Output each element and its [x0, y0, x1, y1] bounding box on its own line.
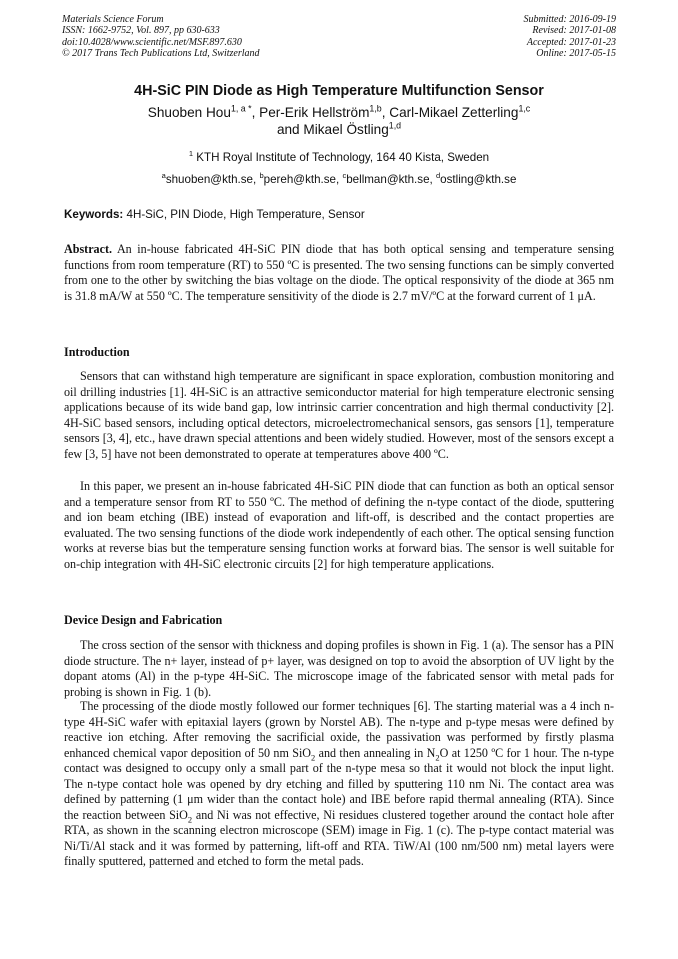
author-affil-mark: 1,b [369, 103, 382, 114]
issn: ISSN: 1662-9752, Vol. 897, pp 630-633 [62, 25, 220, 37]
author-separator: , [381, 105, 390, 120]
submitted-date: Submitted: 2016-09-19 [523, 14, 616, 25]
author-name: Carl-Mikael Zetterling [389, 105, 519, 120]
doi: doi:10.4028/www.scientific.net/MSF.897.630 [62, 36, 242, 48]
email-link[interactable]: pereh@kth.se, [263, 173, 343, 186]
device-text-part: O at 1250 ºC for 1 hour. The n-type contact was designed to occupy only a small part of the n-type mesa so that it would not block the input light. The n-type contact hole was opened by dry etching and filled by sputtering 110 nm Ni. The contact area was defined by patterning (1 μm wider than the contact hole) and IBE before rapid thermal annealing (RTA). Since the reaction between SiO [64, 745, 614, 822]
subscript: 2 [435, 751, 440, 762]
device-text-part: and Ni was not effective, Ni residues clustered together around the contact hole after RTA, as shown in the scanning electron microscope (SEM) image in Fig. 1 (c). The p-type contact material was Ni/Ti/Al stack and it was formed by patterning, lift-off and RTA. TiW/Al (100 nm/500 nm) metal layers were finally sputtered, patterned and etched to form the metal pads. [64, 807, 614, 868]
device-paragraph-2 [64, 699, 614, 870]
dates-header [524, 14, 617, 60]
intro-paragraph-1: Sensors that can withstand high temperature are significant in space exploration, combustion monitoring and oil drilling industries [1]. 4H-SiC is an attractive semiconductor material for high temperature electronic sensing applications because of its wide band gap, low intrinsic carrier concentration and high thermal conductivity [2]. 4H-SiC based sensors, including optical detectors, microelectromechanical sensors, gas sensors [1], temperature sensors [3, 4], etc., have drawn special attentions and been widely studied. However, most of the sensors except a few [3, 5] have not been demonstrated to operate at temperatures above 400 ºC. [64, 369, 614, 461]
email-mark: b [259, 171, 264, 181]
email-list [0, 173, 678, 186]
intro-paragraph-2: In this paper, we present an in-house fabricated 4H-SiC PIN diode that can function as both an optical sensor and a temperature sensor from RT to 550 ºC. The method of defining the n-type contact of the diode, sputtering and ion beam etching (IBE) instead of evaporation and lift-off, is described and the contact properties are evaluated. The two sensing functions of the diode work independently of each other. The optical sensing function works at reverse bias but the temperature sensing function works at forward bias. The sensor is well suitable for on-chip integration with 4H-SiC electronic circuits [2] for high temperature applications. [64, 479, 614, 571]
affiliation-text: KTH Royal Institute of Technology, 164 40 Kista, Sweden [193, 151, 490, 164]
keywords-text: 4H-SiC, PIN Diode, High Temperature, Sensor [123, 208, 365, 221]
copyright: © 2017 Trans Tech Publications Ltd, Switzerland [62, 48, 260, 60]
device-paragraph-1: The cross section of the sensor with thickness and doping profiles is shown in Fig. 1 (a). The sensor has a PIN diode structure. The n+ layer, instead of p+ layer, was designed on top to avoid the absorption of UV light by the dopant atoms (Al) in the p-type 4H-SiC. The microscope image of the fabricated sensor with metal pads for probing is shown in Fig. 1 (b). [64, 638, 614, 699]
author-affil-mark: 1,d [388, 120, 402, 131]
revised-date: Revised: 2017-01-08 [532, 25, 616, 37]
author-name: Per-Erik Hellström [259, 105, 370, 120]
subscript: 2 [311, 751, 316, 762]
abstract-label: Abstract. [64, 242, 113, 256]
author-list [40, 104, 638, 138]
keywords-label: Keywords: [64, 208, 124, 221]
author-name: Shuoben Hou [147, 105, 231, 120]
email-mark: d [435, 171, 441, 181]
affiliation-mark: 1 [188, 149, 194, 159]
accepted-date: Accepted: 2017-01-23 [526, 36, 616, 48]
subscript: 2 [187, 813, 193, 824]
section-heading-device: Device Design and Fabrication [64, 613, 223, 627]
email-link[interactable]: shuoben@kth.se, [165, 173, 260, 186]
journal-name: Materials Science Forum [62, 14, 164, 25]
keywords [64, 208, 616, 221]
email-link[interactable]: bellman@kth.se, [346, 173, 436, 186]
paper-title: 4H-SiC PIN Diode as High Temperature Multifunction Sensor [134, 83, 544, 99]
device-text-part: and then annealing in N [315, 745, 436, 760]
author-name: Mikael Östling [303, 122, 389, 137]
author-affil-mark: 1, a * [230, 103, 252, 114]
device-text-part: The processing of the diode mostly followed our former techniques [6]. The starting material was a 4 inch n-type 4H-SiC wafer with epitaxial layers (grown by Norstel AB). The n-type and p-type mesas were defined by reactive ion etching. After removing the sacrificial oxide, the passivation was performed by firstly plasma enhanced chemical vapor deposition of 50 nm SiO [64, 699, 614, 760]
journal-header [62, 14, 260, 60]
author-affil-mark: 1,c [518, 103, 531, 114]
email-link[interactable]: ostling@kth.se [440, 173, 517, 186]
abstract [64, 242, 614, 304]
email-mark: a [161, 171, 166, 181]
author-and: and [276, 122, 304, 137]
abstract-text: An in-house fabricated 4H-SiC PIN diode that has both optical sensing and temperature sensing functions from room temperature (RT) to 550 ºC is presented. The two sensing functions can be simply converted from one to the other by switching the bias voltage on the diode. The optical responsivity of the diode at 365 nm is 31.8 mA/W at 550 ºC. The temperature sensitivity of the diode is 2.7 mV/ºC at the forward current of 1 μA. [64, 242, 614, 303]
affiliation [0, 151, 678, 164]
online-date: Online: 2017-05-15 [536, 48, 616, 60]
author-separator: , [251, 105, 260, 120]
section-heading-introduction: Introduction [64, 345, 130, 359]
email-mark: c [342, 171, 347, 181]
